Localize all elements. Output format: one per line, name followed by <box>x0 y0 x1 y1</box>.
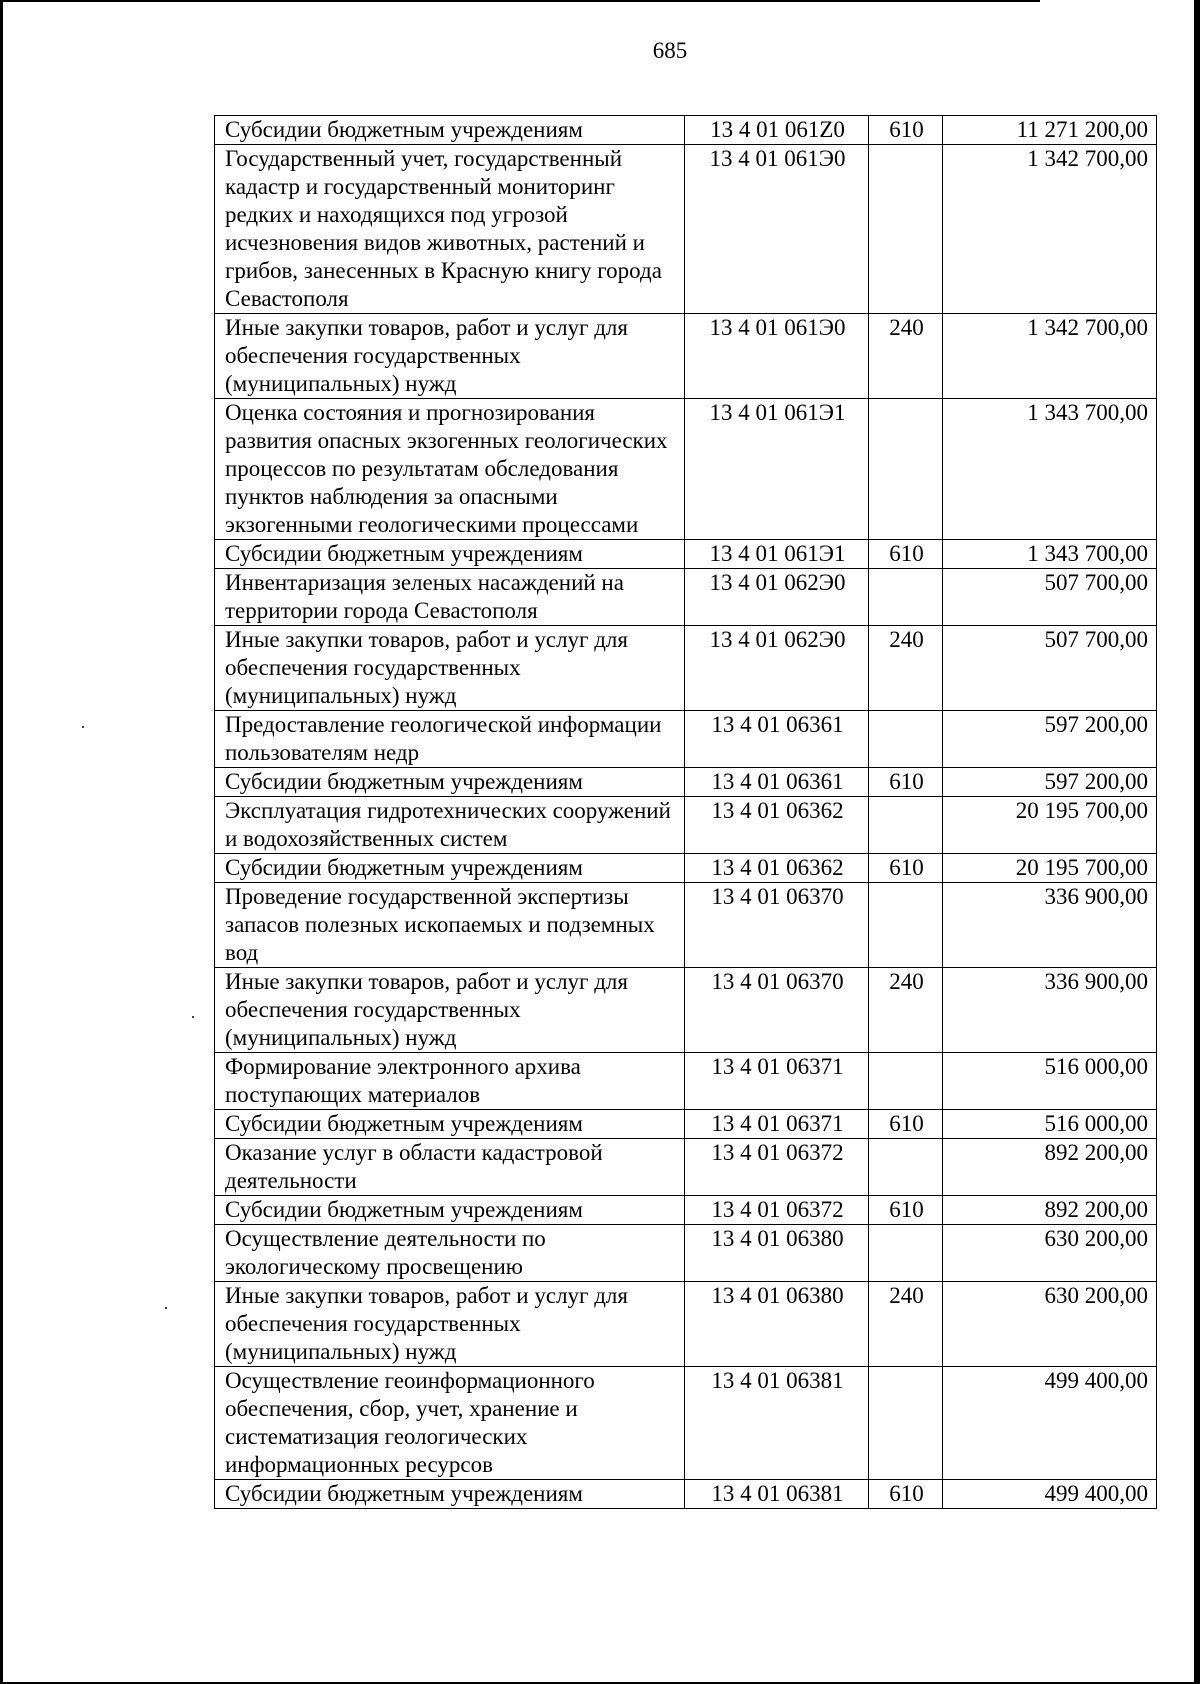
row-code-cell: 13 4 01 061Z0 <box>685 116 869 145</box>
row-code-cell: 13 4 01 06361 <box>685 768 869 797</box>
row-kvr-cell: 610 <box>869 1110 943 1139</box>
row-sum-cell: 507 700,00 <box>943 626 1157 711</box>
row-name-cell: Субсидии бюджетным учреждениям <box>215 1480 685 1509</box>
row-sum-cell: 1 343 700,00 <box>943 540 1157 569</box>
row-kvr-cell: 610 <box>869 540 943 569</box>
row-kvr-cell: 240 <box>869 968 943 1053</box>
page-number: 685 <box>652 38 688 63</box>
row-sum-cell: 1 343 700,00 <box>943 399 1157 540</box>
row-sum-cell: 20 195 700,00 <box>943 797 1157 854</box>
page-frame-top <box>0 0 1040 2</box>
row-name-cell: Осуществление геоинформационного обеспечения, сбор, учет, хранение и систематизация геологических информационных ресурсов <box>215 1367 685 1480</box>
table-row <box>215 116 1157 145</box>
row-name-cell: Субсидии бюджетным учреждениям <box>215 1110 685 1139</box>
row-name-cell: Субсидии бюджетным учреждениям <box>215 1196 685 1225</box>
row-name-cell: Проведение государственной экспертизы запасов полезных ископаемых и подземных вод <box>215 883 685 968</box>
row-name-cell: Иные закупки товаров, работ и услуг для обеспечения государственных (муниципальных) нужд <box>215 626 685 711</box>
table-row <box>215 1225 1157 1282</box>
scan-speck <box>165 1307 167 1309</box>
row-name-cell: Инвентаризация зеленых насаждений на территории города Севастополя <box>215 569 685 626</box>
row-code-cell: 13 4 01 06381 <box>685 1367 869 1480</box>
row-sum-cell: 597 200,00 <box>943 711 1157 768</box>
row-code-cell: 13 4 01 061Э0 <box>685 314 869 399</box>
row-sum-cell: 630 200,00 <box>943 1282 1157 1367</box>
row-kvr-cell <box>869 1367 943 1480</box>
row-sum-cell: 1 342 700,00 <box>943 314 1157 399</box>
row-sum-cell: 630 200,00 <box>943 1225 1157 1282</box>
table-row <box>215 314 1157 399</box>
budget-table <box>214 115 1157 1509</box>
scan-speck <box>192 1016 194 1018</box>
row-sum-cell: 892 200,00 <box>943 1139 1157 1196</box>
row-name-cell: Субсидии бюджетным учреждениям <box>215 854 685 883</box>
row-kvr-cell <box>869 1225 943 1282</box>
table-row <box>215 711 1157 768</box>
row-sum-cell: 20 195 700,00 <box>943 854 1157 883</box>
table-row <box>215 1367 1157 1480</box>
budget-table-body <box>215 116 1157 1509</box>
row-code-cell: 13 4 01 061Э0 <box>685 145 869 314</box>
row-kvr-cell <box>869 1139 943 1196</box>
row-code-cell: 13 4 01 06372 <box>685 1196 869 1225</box>
table-row <box>215 968 1157 1053</box>
row-sum-cell: 516 000,00 <box>943 1110 1157 1139</box>
row-kvr-cell: 610 <box>869 854 943 883</box>
table-row <box>215 569 1157 626</box>
row-name-cell: Субсидии бюджетным учреждениям <box>215 768 685 797</box>
row-name-cell: Иные закупки товаров, работ и услуг для обеспечения государственных (муниципальных) нужд <box>215 1282 685 1367</box>
row-code-cell: 13 4 01 061Э1 <box>685 540 869 569</box>
row-kvr-cell <box>869 797 943 854</box>
row-name-cell: Иные закупки товаров, работ и услуг для обеспечения государственных (муниципальных) нужд <box>215 314 685 399</box>
row-kvr-cell <box>869 569 943 626</box>
table-row <box>215 1053 1157 1110</box>
row-name-cell: Государственный учет, государственный кадастр и государственный мониторинг редких и находящихся под угрозой исчезновения видов животных, растений и грибов, занесенных в Красную книгу города Севастополя <box>215 145 685 314</box>
table-row <box>215 1196 1157 1225</box>
table-row <box>215 145 1157 314</box>
row-name-cell: Осуществление деятельности по экологическому просвещению <box>215 1225 685 1282</box>
row-kvr-cell: 240 <box>869 626 943 711</box>
row-code-cell: 13 4 01 06370 <box>685 883 869 968</box>
row-kvr-cell: 610 <box>869 768 943 797</box>
row-code-cell: 13 4 01 06362 <box>685 797 869 854</box>
row-code-cell: 13 4 01 06371 <box>685 1053 869 1110</box>
row-code-cell: 13 4 01 06381 <box>685 1480 869 1509</box>
row-kvr-cell: 610 <box>869 116 943 145</box>
row-kvr-cell <box>869 399 943 540</box>
row-name-cell: Оценка состояния и прогнозирования развития опасных экзогенных геологических процессов по результатам обследования пунктов наблюдения за опасными экзогенными геологическими процессами <box>215 399 685 540</box>
row-kvr-cell: 610 <box>869 1196 943 1225</box>
table-row <box>215 768 1157 797</box>
row-code-cell: 13 4 01 06370 <box>685 968 869 1053</box>
page-frame-left <box>0 0 3 1684</box>
table-row <box>215 797 1157 854</box>
table-row <box>215 854 1157 883</box>
row-kvr-cell <box>869 711 943 768</box>
row-code-cell: 13 4 01 062Э0 <box>685 569 869 626</box>
row-code-cell: 13 4 01 062Э0 <box>685 626 869 711</box>
row-sum-cell: 336 900,00 <box>943 968 1157 1053</box>
table-row <box>215 540 1157 569</box>
scan-speck <box>82 726 84 728</box>
row-code-cell: 13 4 01 06372 <box>685 1139 869 1196</box>
row-code-cell: 13 4 01 06380 <box>685 1225 869 1282</box>
row-sum-cell: 499 400,00 <box>943 1480 1157 1509</box>
table-row <box>215 1139 1157 1196</box>
table-row <box>215 1480 1157 1509</box>
row-sum-cell: 507 700,00 <box>943 569 1157 626</box>
row-code-cell: 13 4 01 06380 <box>685 1282 869 1367</box>
row-sum-cell: 597 200,00 <box>943 768 1157 797</box>
row-sum-cell: 892 200,00 <box>943 1196 1157 1225</box>
page-frame-right <box>1194 0 1200 1684</box>
row-sum-cell: 336 900,00 <box>943 883 1157 968</box>
row-name-cell: Субсидии бюджетным учреждениям <box>215 116 685 145</box>
table-row <box>215 1110 1157 1139</box>
row-code-cell: 13 4 01 061Э1 <box>685 399 869 540</box>
row-name-cell: Эксплуатация гидротехнических сооружений и водохозяйственных систем <box>215 797 685 854</box>
row-sum-cell: 1 342 700,00 <box>943 145 1157 314</box>
row-code-cell: 13 4 01 06361 <box>685 711 869 768</box>
row-code-cell: 13 4 01 06362 <box>685 854 869 883</box>
row-name-cell: Предоставление геологической информации пользователям недр <box>215 711 685 768</box>
row-code-cell: 13 4 01 06371 <box>685 1110 869 1139</box>
row-kvr-cell: 240 <box>869 314 943 399</box>
table-row <box>215 1282 1157 1367</box>
row-kvr-cell <box>869 145 943 314</box>
row-name-cell: Формирование электронного архива поступающих материалов <box>215 1053 685 1110</box>
row-name-cell: Иные закупки товаров, работ и услуг для обеспечения государственных (муниципальных) нужд <box>215 968 685 1053</box>
table-row <box>215 399 1157 540</box>
row-kvr-cell <box>869 1053 943 1110</box>
row-kvr-cell: 610 <box>869 1480 943 1509</box>
row-name-cell: Оказание услуг в области кадастровой деятельности <box>215 1139 685 1196</box>
table-row <box>215 626 1157 711</box>
row-sum-cell: 516 000,00 <box>943 1053 1157 1110</box>
row-kvr-cell: 240 <box>869 1282 943 1367</box>
row-sum-cell: 499 400,00 <box>943 1367 1157 1480</box>
row-sum-cell: 11 271 200,00 <box>943 116 1157 145</box>
table-row <box>215 883 1157 968</box>
row-kvr-cell <box>869 883 943 968</box>
row-name-cell: Субсидии бюджетным учреждениям <box>215 540 685 569</box>
